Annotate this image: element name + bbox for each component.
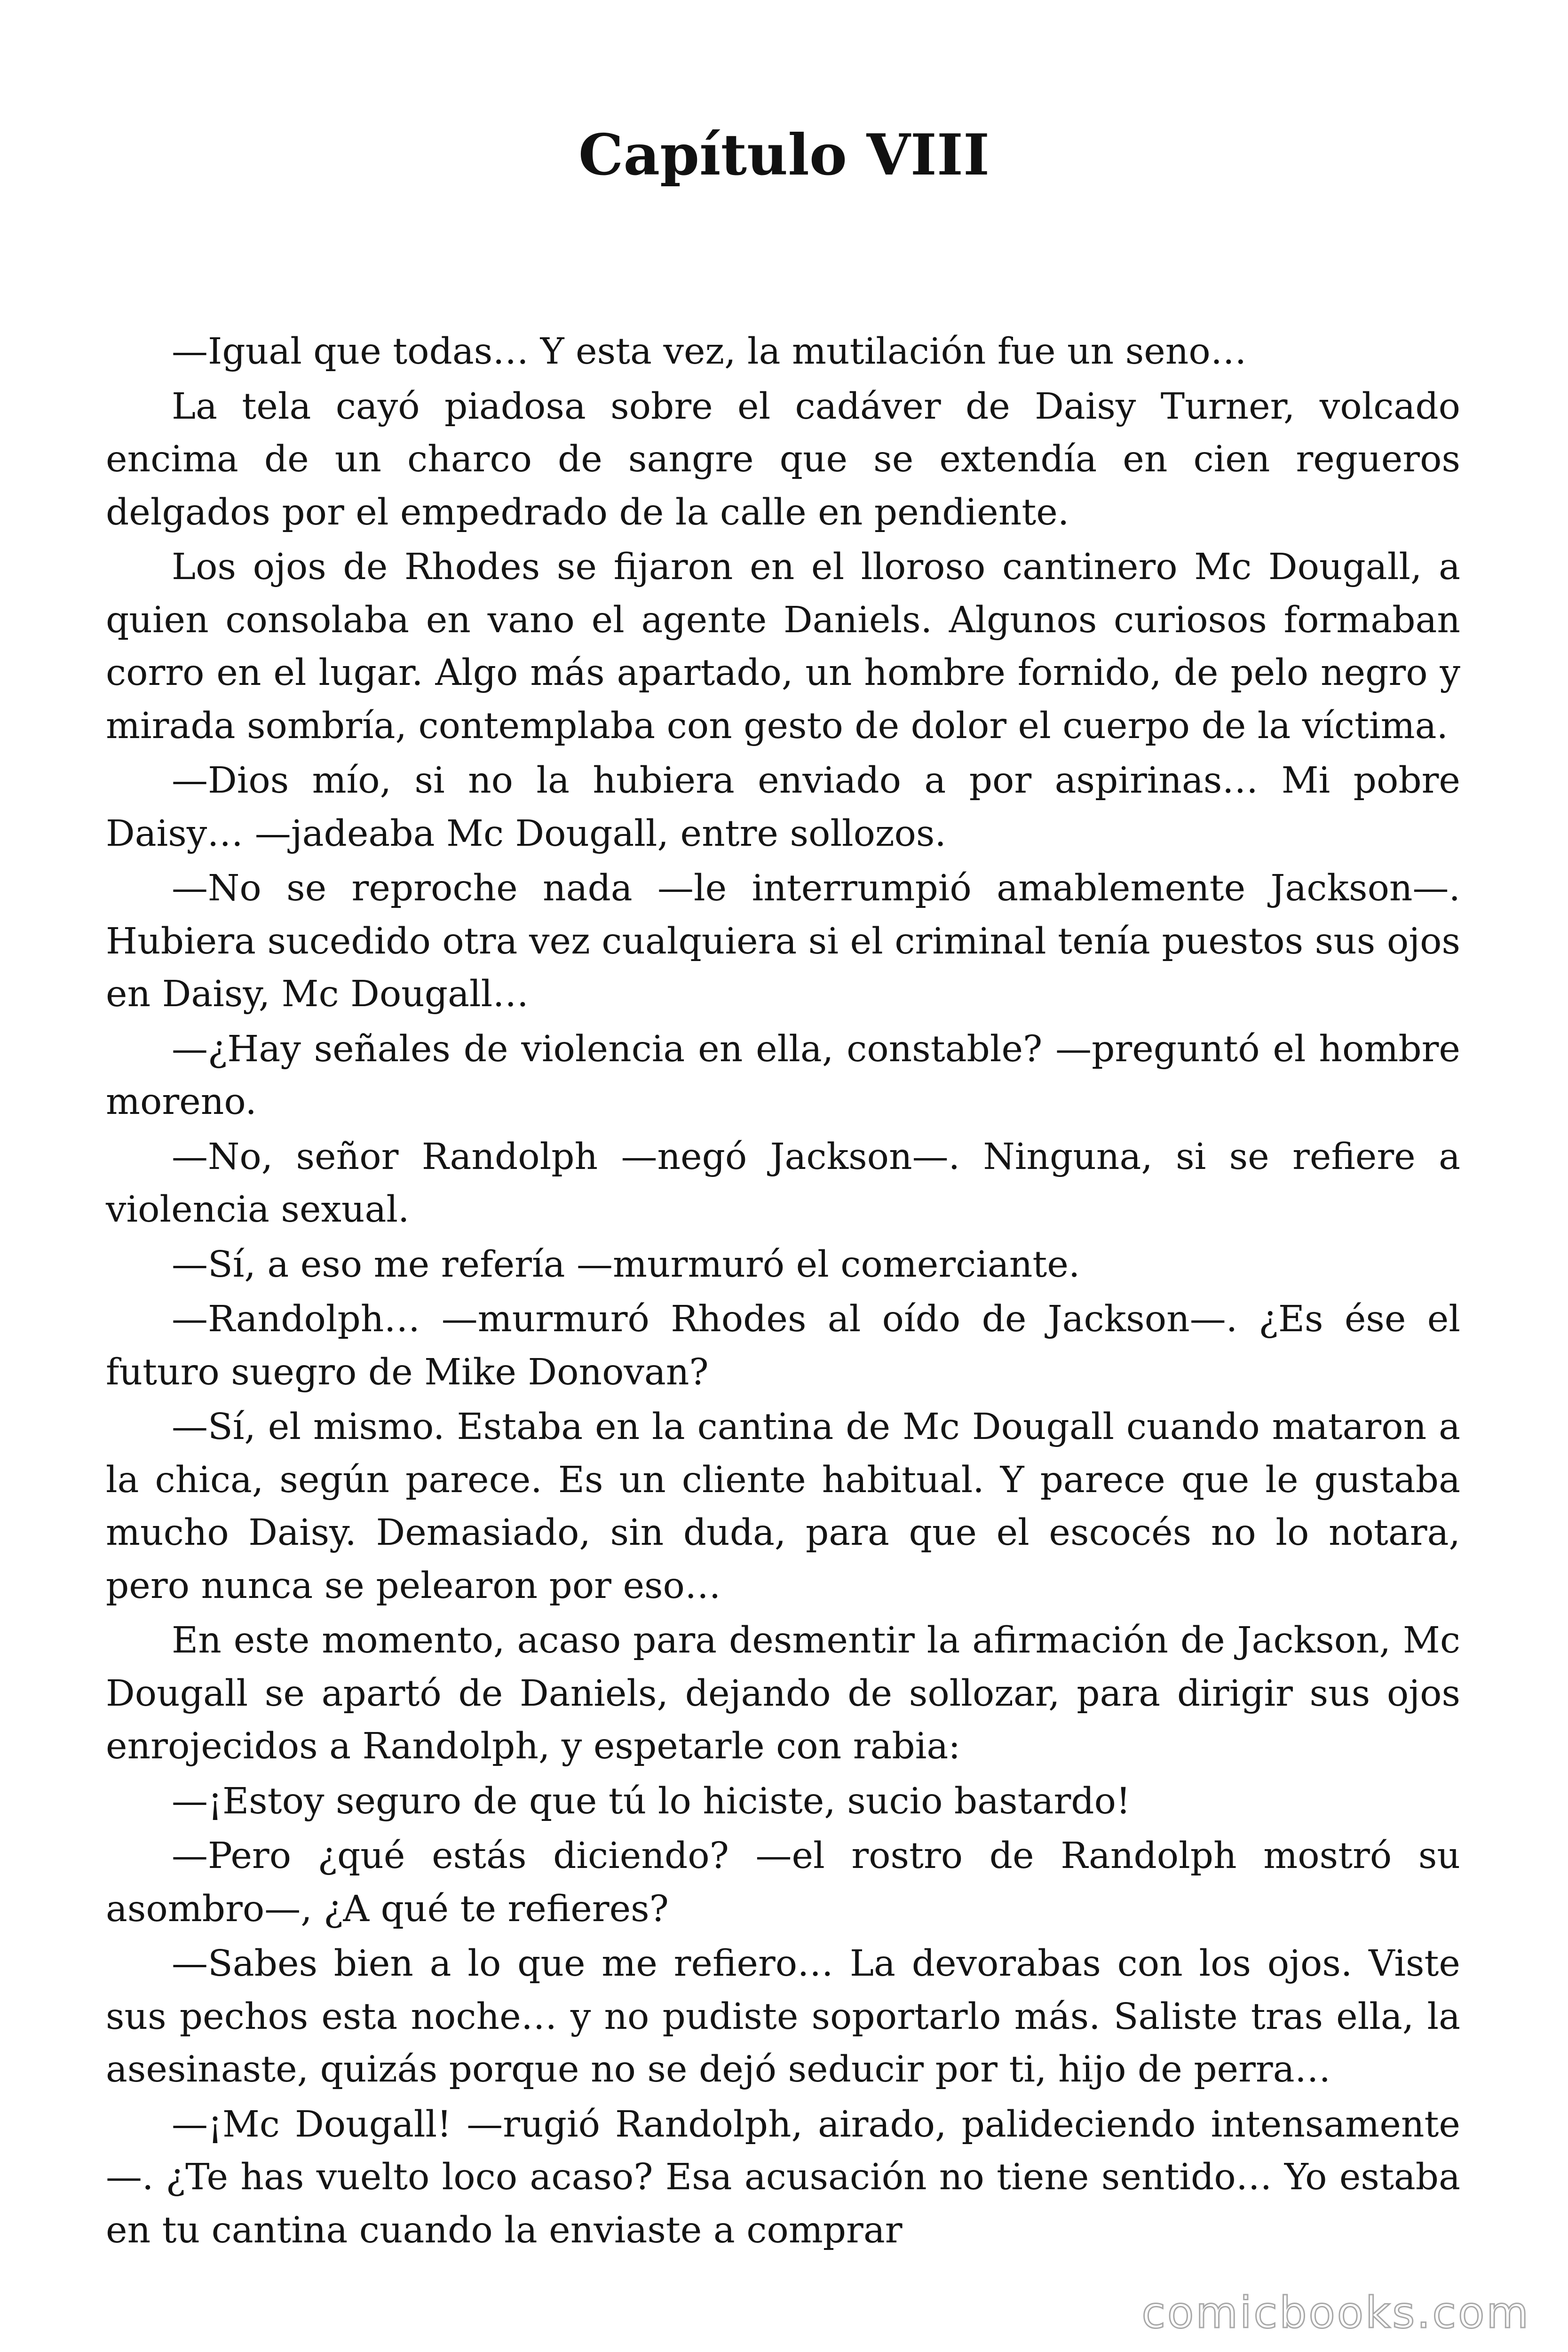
paragraph: —Sí, el mismo. Estaba en la cantina de Mc Dougall cuando mataron a la chica, según parece. Es un cliente habitual. Y parece que le gustaba mucho Daisy. Demasiado, sin duda, para que el escocés no lo notara, pero nunca se pelearon por eso… <box>106 1406 1460 1607</box>
paragraph: —Dios mío, si no la hubiera enviado a por aspirinas… Mi pobre Daisy… —jadeaba Mc Dougall, entre sollozos. <box>106 760 1460 855</box>
paragraph: —¿Hay señales de violencia en ella, constable? —preguntó el hombre moreno. <box>106 1028 1460 1123</box>
paragraph: —No se reproche nada —le interrumpió amablemente Jackson—. Hubiera sucedido otra vez cualquiera si el criminal tenía puestos sus ojos en Daisy, Mc Dougall… <box>106 867 1460 1015</box>
paragraph: En este momento, acaso para desmentir la afirmación de Jackson, Mc Dougall se apartó de Daniels, dejando de sollozar, para dirigir sus ojos enrojecidos a Randolph, y espetarle con rabia: <box>106 1620 1460 1767</box>
paragraph: —Pero ¿qué estás diciendo? —el rostro de Randolph mostró su asombro—, ¿A qué te refieres? <box>106 1835 1460 1930</box>
chapter-body <box>106 326 1460 2259</box>
paragraph: La tela cayó piadosa sobre el cadáver de Daisy Turner, volcado encima de un charco de sangre que se extendía en cien regueros delgados por el empedrado de la calle en pendiente. <box>106 385 1460 533</box>
paragraph: —No, señor Randolph —negó Jackson—. Ninguna, si se refiere a violencia sexual. <box>106 1136 1460 1231</box>
paragraph: —Igual que todas… Y esta vez, la mutilación fue un seno… <box>172 331 1247 373</box>
paragraph: —¡Estoy seguro de que tú lo hiciste, sucio bastardo! <box>172 1780 1131 1822</box>
paragraph: —Randolph… —murmuró Rhodes al oído de Jackson—. ¿Es ése el futuro suegro de Mike Donovan? <box>106 1298 1460 1393</box>
watermark: comicbooks.com <box>1141 2288 1530 2338</box>
paragraph: Los ojos de Rhodes se fijaron en el lloroso cantinero Mc Dougall, a quien consolaba en vano el agente Daniels. Algunos curiosos formaban corro en el lugar. Algo más apartado, un hombre fornido, de pelo negro y mirada sombría, contemplaba con gesto de dolor el cuerpo de la víctima. <box>106 546 1460 747</box>
paragraph: —Sí, a eso me refería —murmuró el comerciante. <box>172 1243 1080 1286</box>
paragraph: —¡Mc Dougall! —rugió Randolph, airado, palideciendo intensamente—. ¿Te has vuelto loco acaso? Esa acusación no tiene sentido… Yo estaba en tu cantina cuando la enviaste a comprar <box>106 2103 1460 2251</box>
chapter-title: Capítulo VIII <box>578 122 990 188</box>
paragraph: —Sabes bien a lo que me refiero… La devorabas con los ojos. Viste sus pechos esta noche… y no pudiste soportarlo más. Saliste tras ella, la asesinaste, quizás porque no se dejó seducir por ti, hijo de perra… <box>106 1943 1460 2090</box>
